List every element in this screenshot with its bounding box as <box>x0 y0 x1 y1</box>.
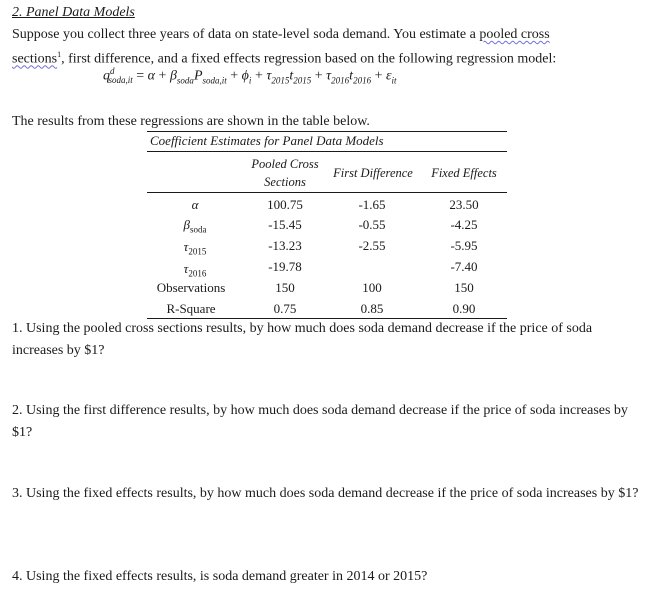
beta-symbol: β <box>183 217 190 232</box>
intro-text-1: Suppose you collect three years of data on state-level soda demand. You estimate a <box>12 27 480 42</box>
table-caption-rule <box>147 151 507 152</box>
row-label-beta-soda <box>140 216 250 239</box>
question-3: 3. Using the fixed effects results, by how much does soda demand decrease if the price of soda increases by $1? <box>12 486 639 501</box>
results-intro: The results from these regressions are shown in the table below. <box>12 114 370 129</box>
intro-line-1 <box>12 26 550 44</box>
table-caption: Coefficient Estimates for Panel Data Models <box>150 133 384 148</box>
header-first-difference: First Difference <box>333 166 413 180</box>
cell-fixed: 0.90 <box>452 301 476 316</box>
section-heading: 2. Panel Data Models <box>12 5 135 20</box>
pooled-cross-link: pooled cross <box>479 27 550 42</box>
question-2: 2. Using the first difference results, by how much does soda demand decrease if the price of soda increases by $1? <box>12 403 628 440</box>
cell-fixed: -7.40 <box>450 259 478 274</box>
cell-first-diff: -0.55 <box>358 217 386 232</box>
footnote-marker: 1 <box>57 50 62 59</box>
row-label-observations: Observations <box>156 280 226 295</box>
cell-first-diff: 100 <box>362 280 382 295</box>
question-4: 4. Using the fixed effects results, is soda demand greater in 2014 or 2015? <box>12 569 428 584</box>
question-1: 1. Using the pooled cross sections results, by how much does soda demand decrease if the price of soda increases by $1? <box>12 321 593 358</box>
table-top-rule <box>147 131 507 132</box>
row-label-alpha: α <box>191 197 199 212</box>
beta-subscript: soda <box>189 224 207 235</box>
tau-subscript: 2015 <box>188 246 207 257</box>
header-pooled-line1: Pooled Cross <box>251 157 319 171</box>
cell-fixed: 150 <box>454 280 474 295</box>
cell-fixed: 23.50 <box>449 197 479 212</box>
sections-word: sections <box>12 51 58 67</box>
cell-pooled: 0.75 <box>273 301 297 316</box>
cell-first-diff: -2.55 <box>358 238 386 253</box>
cell-first-diff: 0.85 <box>360 301 384 316</box>
cell-pooled: -15.45 <box>268 217 302 232</box>
regression-formula: $q^d_{soda,it} = \alpha + \beta_{soda}P_{soda,it} + \phi_i + \tau_{2015}t_{2015} + \tau_{2016}t_{2016} + \varepsilon_{it}$ <box>103 66 397 86</box>
header-fixed-effects: Fixed Effects <box>431 166 497 180</box>
row-label-tau-2015 <box>140 238 250 261</box>
header-pooled <box>246 155 324 191</box>
intro-text-2: , first difference, and a fixed effects regression based on the following regression model: <box>61 51 557 67</box>
cell-pooled: -13.23 <box>268 238 302 253</box>
cell-pooled: 100.75 <box>267 197 303 212</box>
tau-symbol: τ <box>183 261 189 276</box>
tau-subscript: 2016 <box>188 268 207 279</box>
cell-pooled: -19.78 <box>268 259 302 274</box>
header-pooled-line2: Sections <box>264 175 306 189</box>
table-header-rule <box>147 192 507 193</box>
row-label-r-square: R-Square <box>166 301 216 316</box>
cell-pooled: 150 <box>275 280 295 295</box>
cell-first-diff: -1.65 <box>358 197 386 212</box>
cell-fixed: -5.95 <box>450 238 478 253</box>
tau-symbol: τ <box>183 239 189 254</box>
cell-fixed: -4.25 <box>450 217 478 232</box>
